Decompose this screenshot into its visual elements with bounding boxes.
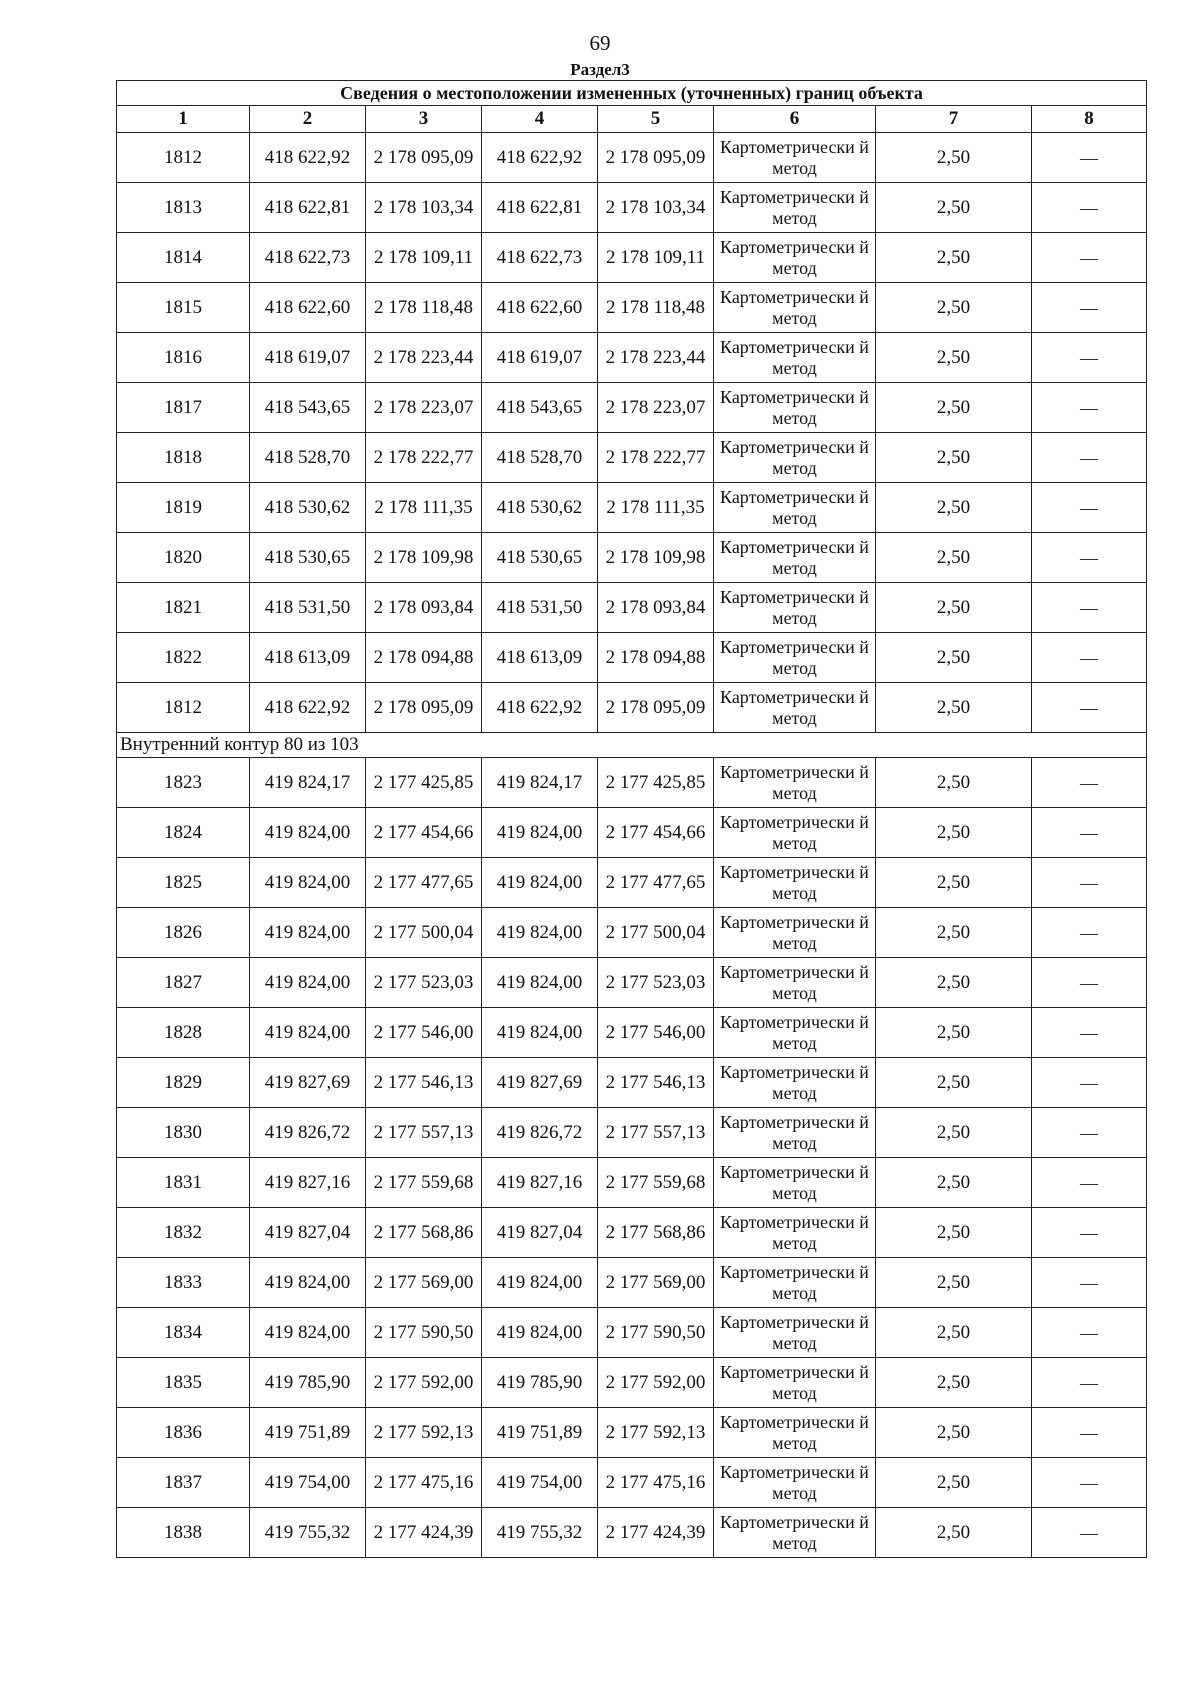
description-cell: — (1032, 283, 1147, 333)
precision-cell: 2,50 (876, 758, 1032, 808)
precision-cell: 2,50 (876, 633, 1032, 683)
table-row (117, 483, 1147, 533)
precision-cell: 2,50 (876, 433, 1032, 483)
x-new-cell: 419 754,00 (482, 1458, 598, 1508)
boundary-table (116, 80, 1147, 1558)
y-new-cell: 2 178 109,11 (598, 233, 714, 283)
method-cell: Картометрически й метод (714, 283, 876, 333)
method-cell: Картометрически й метод (714, 1408, 876, 1458)
table-row (117, 1458, 1147, 1508)
y-old-cell: 2 177 546,13 (366, 1058, 482, 1108)
precision-cell: 2,50 (876, 1208, 1032, 1258)
x-old-cell: 418 622,60 (250, 283, 366, 333)
point-number-cell: 1836 (117, 1408, 250, 1458)
x-new-cell: 419 824,00 (482, 1258, 598, 1308)
method-cell: Картометрически й метод (714, 1108, 876, 1158)
method-cell: Картометрически й метод (714, 1008, 876, 1058)
y-new-cell: 2 178 095,09 (598, 133, 714, 183)
method-cell: Картометрически й метод (714, 1158, 876, 1208)
method-cell: Картометрически й метод (714, 483, 876, 533)
table-row (117, 908, 1147, 958)
column-header: 3 (366, 106, 482, 133)
x-new-cell: 418 622,92 (482, 133, 598, 183)
precision-cell: 2,50 (876, 958, 1032, 1008)
x-old-cell: 418 619,07 (250, 333, 366, 383)
x-old-cell: 419 827,16 (250, 1158, 366, 1208)
x-old-cell: 418 622,92 (250, 133, 366, 183)
y-new-cell: 2 177 475,16 (598, 1458, 714, 1508)
x-new-cell: 418 530,65 (482, 533, 598, 583)
y-old-cell: 2 177 592,00 (366, 1358, 482, 1408)
y-old-cell: 2 178 094,88 (366, 633, 482, 683)
method-cell: Картометрически й метод (714, 433, 876, 483)
description-cell: — (1032, 908, 1147, 958)
point-number-cell: 1813 (117, 183, 250, 233)
table-row (117, 433, 1147, 483)
x-new-cell: 419 824,00 (482, 1008, 598, 1058)
y-new-cell: 2 177 590,50 (598, 1308, 714, 1358)
section-label: Раздел3 (570, 60, 630, 79)
precision-cell: 2,50 (876, 683, 1032, 733)
column-header: 8 (1032, 106, 1147, 133)
y-old-cell: 2 177 424,39 (366, 1508, 482, 1558)
point-number-cell: 1838 (117, 1508, 250, 1558)
table-row (117, 283, 1147, 333)
description-cell: — (1032, 233, 1147, 283)
y-new-cell: 2 178 095,09 (598, 683, 714, 733)
point-number-cell: 1812 (117, 683, 250, 733)
x-old-cell: 418 543,65 (250, 383, 366, 433)
x-old-cell: 419 751,89 (250, 1408, 366, 1458)
y-old-cell: 2 177 568,86 (366, 1208, 482, 1258)
y-old-cell: 2 178 111,35 (366, 483, 482, 533)
method-cell: Картометрически й метод (714, 133, 876, 183)
description-cell: — (1032, 1408, 1147, 1458)
x-new-cell: 419 751,89 (482, 1408, 598, 1458)
column-header-row (117, 106, 1147, 133)
x-old-cell: 419 754,00 (250, 1458, 366, 1508)
method-cell: Картометрически й метод (714, 958, 876, 1008)
y-new-cell: 2 178 093,84 (598, 583, 714, 633)
method-cell: Картометрически й метод (714, 1308, 876, 1358)
table-row (117, 233, 1147, 283)
table-body (117, 81, 1147, 1558)
description-cell: — (1032, 1308, 1147, 1358)
x-new-cell: 419 824,00 (482, 858, 598, 908)
precision-cell: 2,50 (876, 533, 1032, 583)
method-cell: Картометрически й метод (714, 233, 876, 283)
x-old-cell: 419 755,32 (250, 1508, 366, 1558)
method-cell: Картометрически й метод (714, 1058, 876, 1108)
x-new-cell: 418 543,65 (482, 383, 598, 433)
x-new-cell: 419 827,04 (482, 1208, 598, 1258)
point-number-cell: 1832 (117, 1208, 250, 1258)
y-new-cell: 2 177 592,00 (598, 1358, 714, 1408)
point-number-cell: 1837 (117, 1458, 250, 1508)
y-old-cell: 2 177 592,13 (366, 1408, 482, 1458)
description-cell: — (1032, 133, 1147, 183)
x-old-cell: 419 826,72 (250, 1108, 366, 1158)
precision-cell: 2,50 (876, 1058, 1032, 1108)
method-cell: Картометрически й метод (714, 758, 876, 808)
table-row (117, 683, 1147, 733)
y-new-cell: 2 178 118,48 (598, 283, 714, 333)
precision-cell: 2,50 (876, 1458, 1032, 1508)
x-new-cell: 418 622,81 (482, 183, 598, 233)
table-row (117, 1258, 1147, 1308)
point-number-cell: 1816 (117, 333, 250, 383)
x-new-cell: 418 619,07 (482, 333, 598, 383)
description-cell: — (1032, 1508, 1147, 1558)
point-number-cell: 1812 (117, 133, 250, 183)
y-old-cell: 2 177 569,00 (366, 1258, 482, 1308)
precision-cell: 2,50 (876, 283, 1032, 333)
precision-cell: 2,50 (876, 1258, 1032, 1308)
x-new-cell: 419 824,00 (482, 958, 598, 1008)
method-cell: Картометрически й метод (714, 633, 876, 683)
y-new-cell: 2 177 477,65 (598, 858, 714, 908)
precision-cell: 2,50 (876, 1508, 1032, 1558)
point-number-cell: 1814 (117, 233, 250, 283)
y-old-cell: 2 178 109,11 (366, 233, 482, 283)
x-old-cell: 419 824,00 (250, 1258, 366, 1308)
point-number-cell: 1833 (117, 1258, 250, 1308)
column-header: 5 (598, 106, 714, 133)
y-new-cell: 2 177 592,13 (598, 1408, 714, 1458)
description-cell: — (1032, 958, 1147, 1008)
x-new-cell: 419 827,69 (482, 1058, 598, 1108)
y-new-cell: 2 178 223,44 (598, 333, 714, 383)
precision-cell: 2,50 (876, 1108, 1032, 1158)
table-row (117, 133, 1147, 183)
x-old-cell: 418 622,81 (250, 183, 366, 233)
method-cell: Картометрически й метод (714, 1208, 876, 1258)
y-new-cell: 2 177 523,03 (598, 958, 714, 1008)
description-cell: — (1032, 1108, 1147, 1158)
precision-cell: 2,50 (876, 1308, 1032, 1358)
x-new-cell: 418 622,73 (482, 233, 598, 283)
table-row (117, 1108, 1147, 1158)
x-new-cell: 419 755,32 (482, 1508, 598, 1558)
x-old-cell: 419 827,69 (250, 1058, 366, 1108)
y-new-cell: 2 177 546,00 (598, 1008, 714, 1058)
precision-cell: 2,50 (876, 483, 1032, 533)
y-old-cell: 2 178 095,09 (366, 683, 482, 733)
x-new-cell: 418 622,92 (482, 683, 598, 733)
table-row (117, 1008, 1147, 1058)
y-old-cell: 2 178 109,98 (366, 533, 482, 583)
y-new-cell: 2 178 223,07 (598, 383, 714, 433)
description-cell: — (1032, 808, 1147, 858)
point-number-cell: 1818 (117, 433, 250, 483)
method-cell: Картометрически й метод (714, 1358, 876, 1408)
y-new-cell: 2 177 454,66 (598, 808, 714, 858)
method-cell: Картометрически й метод (714, 183, 876, 233)
description-cell: — (1032, 683, 1147, 733)
y-new-cell: 2 177 424,39 (598, 1508, 714, 1558)
description-cell: — (1032, 583, 1147, 633)
point-number-cell: 1820 (117, 533, 250, 583)
table-row (117, 1158, 1147, 1208)
x-new-cell: 419 824,00 (482, 908, 598, 958)
precision-cell: 2,50 (876, 908, 1032, 958)
x-old-cell: 419 785,90 (250, 1358, 366, 1408)
x-new-cell: 418 528,70 (482, 433, 598, 483)
column-header: 2 (250, 106, 366, 133)
point-number-cell: 1822 (117, 633, 250, 683)
precision-cell: 2,50 (876, 1358, 1032, 1408)
description-cell: — (1032, 183, 1147, 233)
contour-row (117, 733, 1147, 758)
point-number-cell: 1824 (117, 808, 250, 858)
method-cell: Картометрически й метод (714, 383, 876, 433)
precision-cell: 2,50 (876, 1408, 1032, 1458)
x-old-cell: 418 530,62 (250, 483, 366, 533)
x-new-cell: 419 785,90 (482, 1358, 598, 1408)
x-old-cell: 419 824,00 (250, 858, 366, 908)
y-old-cell: 2 178 095,09 (366, 133, 482, 183)
table-row (117, 1408, 1147, 1458)
precision-cell: 2,50 (876, 583, 1032, 633)
y-new-cell: 2 178 109,98 (598, 533, 714, 583)
y-new-cell: 2 177 569,00 (598, 1258, 714, 1308)
x-new-cell: 419 824,00 (482, 1308, 598, 1358)
precision-cell: 2,50 (876, 133, 1032, 183)
description-cell: — (1032, 1208, 1147, 1258)
y-new-cell: 2 178 111,35 (598, 483, 714, 533)
point-number-cell: 1821 (117, 583, 250, 633)
x-old-cell: 419 824,00 (250, 908, 366, 958)
y-old-cell: 2 177 590,50 (366, 1308, 482, 1358)
x-old-cell: 418 530,65 (250, 533, 366, 583)
y-new-cell: 2 177 546,13 (598, 1058, 714, 1108)
y-new-cell: 2 178 103,34 (598, 183, 714, 233)
description-cell: — (1032, 433, 1147, 483)
contour-label: Внутренний контур 80 из 103 (117, 733, 1147, 758)
x-new-cell: 418 622,60 (482, 283, 598, 333)
point-number-cell: 1827 (117, 958, 250, 1008)
column-header: 7 (876, 106, 1032, 133)
method-cell: Картометрически й метод (714, 533, 876, 583)
x-new-cell: 419 827,16 (482, 1158, 598, 1208)
precision-cell: 2,50 (876, 1008, 1032, 1058)
precision-cell: 2,50 (876, 233, 1032, 283)
y-old-cell: 2 177 425,85 (366, 758, 482, 808)
y-new-cell: 2 178 222,77 (598, 433, 714, 483)
y-new-cell: 2 177 559,68 (598, 1158, 714, 1208)
method-cell: Картометрически й метод (714, 1508, 876, 1558)
point-number-cell: 1815 (117, 283, 250, 333)
precision-cell: 2,50 (876, 808, 1032, 858)
column-header: 6 (714, 106, 876, 133)
table-row (117, 808, 1147, 858)
point-number-cell: 1828 (117, 1008, 250, 1058)
table-row (117, 758, 1147, 808)
y-new-cell: 2 177 557,13 (598, 1108, 714, 1158)
method-cell: Картометрически й метод (714, 1258, 876, 1308)
y-old-cell: 2 177 559,68 (366, 1158, 482, 1208)
point-number-cell: 1829 (117, 1058, 250, 1108)
method-cell: Картометрически й метод (714, 808, 876, 858)
precision-cell: 2,50 (876, 333, 1032, 383)
table-row (117, 583, 1147, 633)
description-cell: — (1032, 858, 1147, 908)
x-old-cell: 419 824,00 (250, 1008, 366, 1058)
x-old-cell: 418 613,09 (250, 633, 366, 683)
y-old-cell: 2 177 557,13 (366, 1108, 482, 1158)
y-old-cell: 2 177 454,66 (366, 808, 482, 858)
method-cell: Картометрически й метод (714, 1458, 876, 1508)
table-row (117, 1358, 1147, 1408)
y-old-cell: 2 178 223,44 (366, 333, 482, 383)
table-row (117, 1208, 1147, 1258)
point-number-cell: 1834 (117, 1308, 250, 1358)
precision-cell: 2,50 (876, 1158, 1032, 1208)
y-old-cell: 2 178 223,07 (366, 383, 482, 433)
point-number-cell: 1835 (117, 1358, 250, 1408)
table-row (117, 1308, 1147, 1358)
y-new-cell: 2 178 094,88 (598, 633, 714, 683)
x-old-cell: 418 622,73 (250, 233, 366, 283)
column-header: 1 (117, 106, 250, 133)
method-cell: Картометрически й метод (714, 858, 876, 908)
x-new-cell: 419 824,17 (482, 758, 598, 808)
point-number-cell: 1825 (117, 858, 250, 908)
y-new-cell: 2 177 568,86 (598, 1208, 714, 1258)
y-new-cell: 2 177 500,04 (598, 908, 714, 958)
point-number-cell: 1819 (117, 483, 250, 533)
point-number-cell: 1830 (117, 1108, 250, 1158)
x-new-cell: 419 824,00 (482, 808, 598, 858)
y-old-cell: 2 177 546,00 (366, 1008, 482, 1058)
description-cell: — (1032, 758, 1147, 808)
description-cell: — (1032, 633, 1147, 683)
method-cell: Картометрически й метод (714, 583, 876, 633)
y-old-cell: 2 177 500,04 (366, 908, 482, 958)
description-cell: — (1032, 483, 1147, 533)
y-old-cell: 2 177 475,16 (366, 1458, 482, 1508)
table-row (117, 383, 1147, 433)
x-old-cell: 419 824,00 (250, 808, 366, 858)
x-new-cell: 418 531,50 (482, 583, 598, 633)
table-row (117, 858, 1147, 908)
precision-cell: 2,50 (876, 183, 1032, 233)
method-cell: Картометрически й метод (714, 683, 876, 733)
y-old-cell: 2 177 477,65 (366, 858, 482, 908)
description-cell: — (1032, 1008, 1147, 1058)
point-number-cell: 1826 (117, 908, 250, 958)
precision-cell: 2,50 (876, 383, 1032, 433)
table-row (117, 533, 1147, 583)
table-title-row (117, 81, 1147, 106)
method-cell: Картометрически й метод (714, 333, 876, 383)
point-number-cell: 1831 (117, 1158, 250, 1208)
table-row (117, 333, 1147, 383)
x-old-cell: 419 824,00 (250, 958, 366, 1008)
description-cell: — (1032, 1358, 1147, 1408)
point-number-cell: 1823 (117, 758, 250, 808)
x-old-cell: 418 528,70 (250, 433, 366, 483)
x-old-cell: 418 622,92 (250, 683, 366, 733)
y-old-cell: 2 177 523,03 (366, 958, 482, 1008)
table-row (117, 1058, 1147, 1108)
y-old-cell: 2 178 118,48 (366, 283, 482, 333)
x-new-cell: 419 826,72 (482, 1108, 598, 1158)
description-cell: — (1032, 1158, 1147, 1208)
page-number: 69 (589, 31, 611, 55)
table-row (117, 633, 1147, 683)
x-new-cell: 418 613,09 (482, 633, 598, 683)
y-old-cell: 2 178 222,77 (366, 433, 482, 483)
table-row (117, 1508, 1147, 1558)
y-old-cell: 2 178 103,34 (366, 183, 482, 233)
x-old-cell: 419 824,00 (250, 1308, 366, 1358)
x-old-cell: 419 827,04 (250, 1208, 366, 1258)
x-old-cell: 418 531,50 (250, 583, 366, 633)
y-old-cell: 2 178 093,84 (366, 583, 482, 633)
table-row (117, 183, 1147, 233)
column-header: 4 (482, 106, 598, 133)
description-cell: — (1032, 1058, 1147, 1108)
description-cell: — (1032, 1258, 1147, 1308)
table-title: Сведения о местоположении измененных (уточненных) границ объекта (117, 81, 1147, 106)
y-new-cell: 2 177 425,85 (598, 758, 714, 808)
method-cell: Картометрически й метод (714, 908, 876, 958)
table-row (117, 958, 1147, 1008)
description-cell: — (1032, 333, 1147, 383)
x-new-cell: 418 530,62 (482, 483, 598, 533)
description-cell: — (1032, 1458, 1147, 1508)
description-cell: — (1032, 533, 1147, 583)
description-cell: — (1032, 383, 1147, 433)
point-number-cell: 1817 (117, 383, 250, 433)
x-old-cell: 419 824,17 (250, 758, 366, 808)
precision-cell: 2,50 (876, 858, 1032, 908)
